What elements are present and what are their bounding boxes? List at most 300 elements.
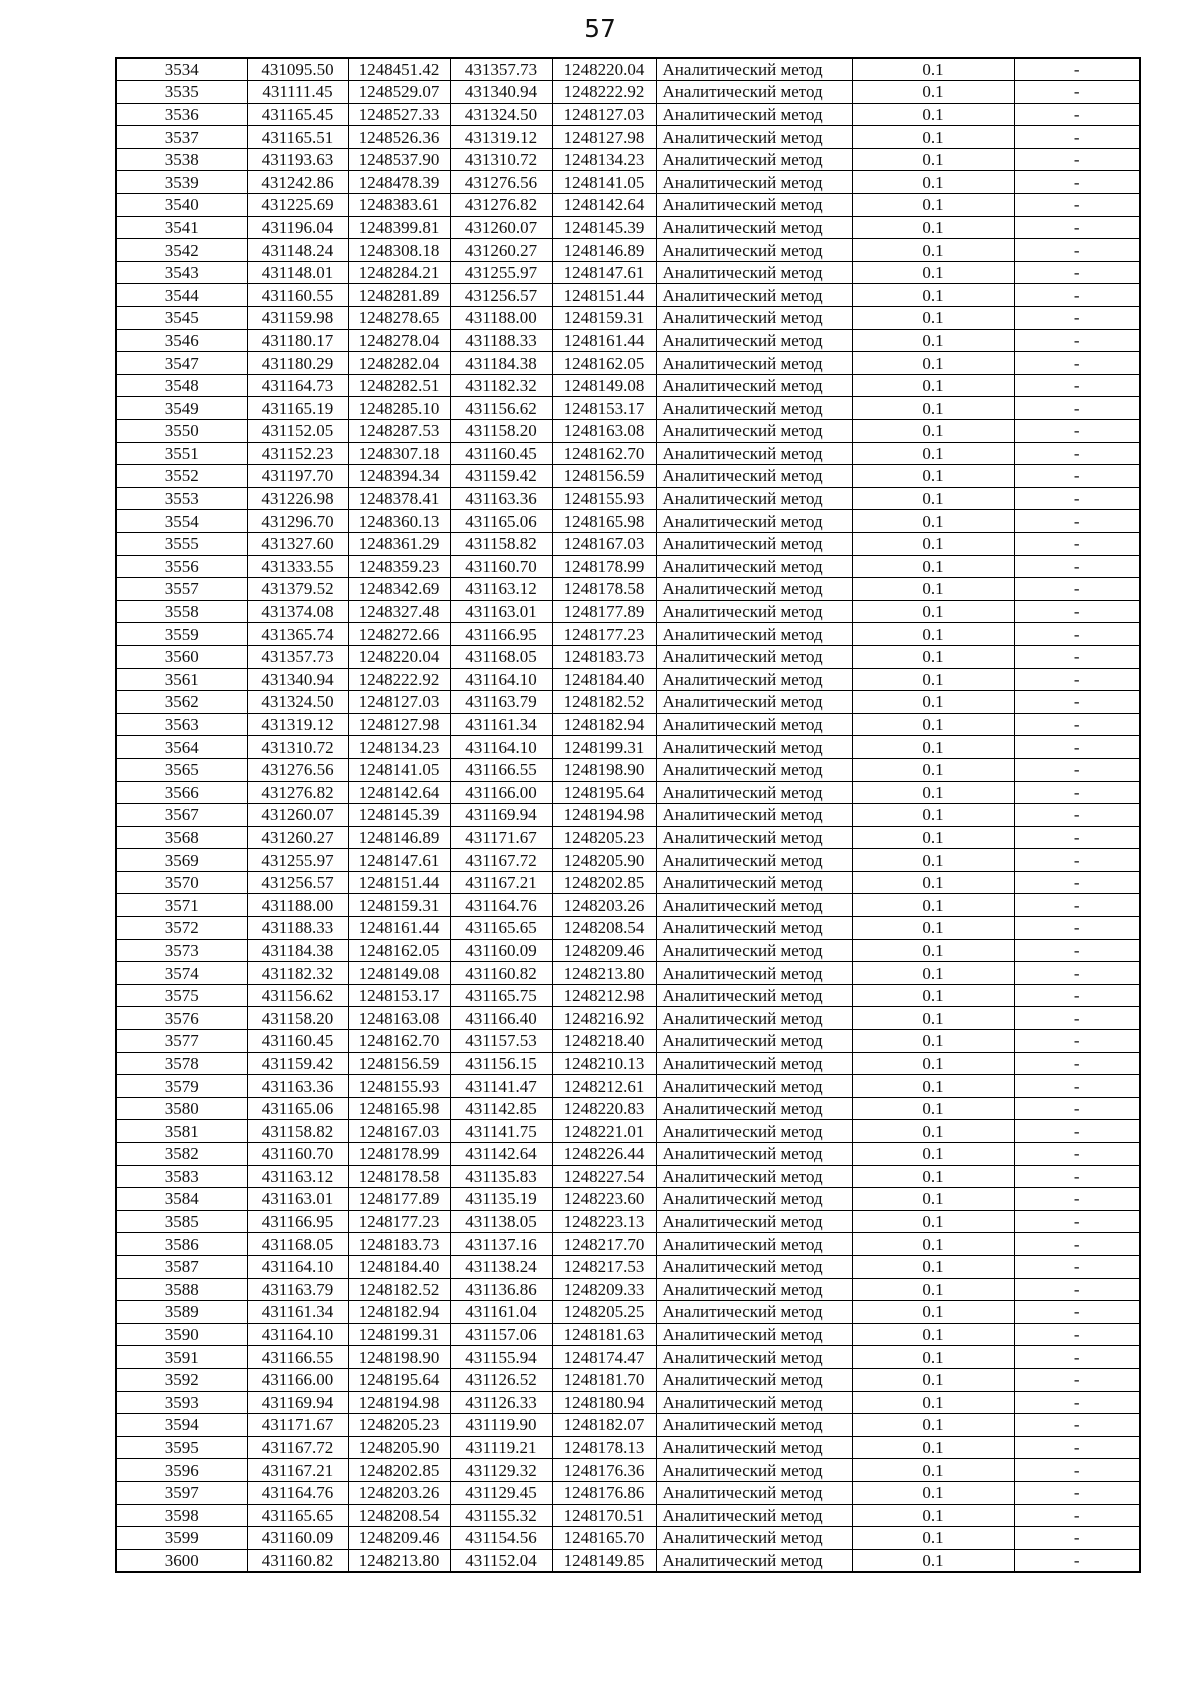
y1-cell: 1248177.89 bbox=[348, 1188, 450, 1211]
note-cell: - bbox=[1014, 804, 1140, 827]
y2-cell: 1248163.08 bbox=[552, 420, 656, 443]
x1-cell: 431260.27 bbox=[247, 826, 348, 849]
note-cell: - bbox=[1014, 194, 1140, 217]
y1-cell: 1248199.31 bbox=[348, 1323, 450, 1346]
x1-cell: 431159.98 bbox=[247, 307, 348, 330]
accuracy-cell: 0.1 bbox=[852, 510, 1014, 533]
x2-cell: 431136.86 bbox=[450, 1278, 552, 1301]
note-cell: - bbox=[1014, 1097, 1140, 1120]
accuracy-cell: 0.1 bbox=[852, 81, 1014, 104]
table-row bbox=[116, 1052, 1140, 1075]
method-cell: Аналитический метод bbox=[656, 420, 852, 443]
y1-cell: 1248163.08 bbox=[348, 1007, 450, 1030]
y1-cell: 1248282.51 bbox=[348, 374, 450, 397]
accuracy-cell: 0.1 bbox=[852, 1414, 1014, 1437]
point-number-cell: 3583 bbox=[116, 1165, 247, 1188]
x2-cell: 431155.32 bbox=[450, 1504, 552, 1527]
accuracy-cell: 0.1 bbox=[852, 871, 1014, 894]
y2-cell: 1248170.51 bbox=[552, 1504, 656, 1527]
method-cell: Аналитический метод bbox=[656, 758, 852, 781]
x2-cell: 431160.82 bbox=[450, 962, 552, 985]
point-number-cell: 3535 bbox=[116, 81, 247, 104]
method-cell: Аналитический метод bbox=[656, 1210, 852, 1233]
method-cell: Аналитический метод bbox=[656, 329, 852, 352]
x1-cell: 431255.97 bbox=[247, 849, 348, 872]
x2-cell: 431166.00 bbox=[450, 781, 552, 804]
y2-cell: 1248162.05 bbox=[552, 352, 656, 375]
y2-cell: 1248205.23 bbox=[552, 826, 656, 849]
note-cell: - bbox=[1014, 487, 1140, 510]
x1-cell: 431163.01 bbox=[247, 1188, 348, 1211]
y2-cell: 1248177.89 bbox=[552, 600, 656, 623]
point-number-cell: 3598 bbox=[116, 1504, 247, 1527]
accuracy-cell: 0.1 bbox=[852, 284, 1014, 307]
y1-cell: 1248149.08 bbox=[348, 962, 450, 985]
y1-cell: 1248278.65 bbox=[348, 307, 450, 330]
x2-cell: 431260.07 bbox=[450, 216, 552, 239]
y1-cell: 1248202.85 bbox=[348, 1459, 450, 1482]
note-cell: - bbox=[1014, 352, 1140, 375]
accuracy-cell: 0.1 bbox=[852, 1368, 1014, 1391]
x1-cell: 431310.72 bbox=[247, 736, 348, 759]
point-number-cell: 3558 bbox=[116, 600, 247, 623]
y2-cell: 1248198.90 bbox=[552, 758, 656, 781]
accuracy-cell: 0.1 bbox=[852, 917, 1014, 940]
table-row bbox=[116, 1301, 1140, 1324]
method-cell: Аналитический метод bbox=[656, 1368, 852, 1391]
accuracy-cell: 0.1 bbox=[852, 984, 1014, 1007]
note-cell: - bbox=[1014, 555, 1140, 578]
x1-cell: 431193.63 bbox=[247, 148, 348, 171]
y1-cell: 1248342.69 bbox=[348, 578, 450, 601]
y2-cell: 1248199.31 bbox=[552, 736, 656, 759]
x1-cell: 431165.65 bbox=[247, 1504, 348, 1527]
x2-cell: 431255.97 bbox=[450, 261, 552, 284]
y2-cell: 1248223.13 bbox=[552, 1210, 656, 1233]
y1-cell: 1248195.64 bbox=[348, 1368, 450, 1391]
accuracy-cell: 0.1 bbox=[852, 216, 1014, 239]
y1-cell: 1248220.04 bbox=[348, 645, 450, 668]
y1-cell: 1248177.23 bbox=[348, 1210, 450, 1233]
x1-cell: 431365.74 bbox=[247, 623, 348, 646]
method-cell: Аналитический метод bbox=[656, 510, 852, 533]
table-row bbox=[116, 1391, 1140, 1414]
accuracy-cell: 0.1 bbox=[852, 668, 1014, 691]
point-number-cell: 3579 bbox=[116, 1075, 247, 1098]
x2-cell: 431157.53 bbox=[450, 1030, 552, 1053]
table-row bbox=[116, 1030, 1140, 1053]
method-cell: Аналитический метод bbox=[656, 713, 852, 736]
table-row bbox=[116, 1549, 1140, 1572]
note-cell: - bbox=[1014, 81, 1140, 104]
note-cell: - bbox=[1014, 126, 1140, 149]
y1-cell: 1248156.59 bbox=[348, 1052, 450, 1075]
method-cell: Аналитический метод bbox=[656, 668, 852, 691]
note-cell: - bbox=[1014, 103, 1140, 126]
x2-cell: 431142.85 bbox=[450, 1097, 552, 1120]
y1-cell: 1248205.23 bbox=[348, 1414, 450, 1437]
accuracy-cell: 0.1 bbox=[852, 442, 1014, 465]
x1-cell: 431163.79 bbox=[247, 1278, 348, 1301]
y1-cell: 1248208.54 bbox=[348, 1504, 450, 1527]
x2-cell: 431165.75 bbox=[450, 984, 552, 1007]
note-cell: - bbox=[1014, 1120, 1140, 1143]
y2-cell: 1248183.73 bbox=[552, 645, 656, 668]
x2-cell: 431165.65 bbox=[450, 917, 552, 940]
x2-cell: 431155.94 bbox=[450, 1346, 552, 1369]
point-number-cell: 3561 bbox=[116, 668, 247, 691]
x2-cell: 431167.72 bbox=[450, 849, 552, 872]
y2-cell: 1248194.98 bbox=[552, 804, 656, 827]
x2-cell: 431188.00 bbox=[450, 307, 552, 330]
note-cell: - bbox=[1014, 442, 1140, 465]
note-cell: - bbox=[1014, 261, 1140, 284]
table-row bbox=[116, 781, 1140, 804]
method-cell: Аналитический метод bbox=[656, 1255, 852, 1278]
x1-cell: 431188.33 bbox=[247, 917, 348, 940]
x1-cell: 431160.45 bbox=[247, 1030, 348, 1053]
table-row bbox=[116, 239, 1140, 262]
x2-cell: 431164.10 bbox=[450, 736, 552, 759]
x1-cell: 431165.06 bbox=[247, 1097, 348, 1120]
accuracy-cell: 0.1 bbox=[852, 352, 1014, 375]
method-cell: Аналитический метод bbox=[656, 600, 852, 623]
note-cell: - bbox=[1014, 758, 1140, 781]
x2-cell: 431164.76 bbox=[450, 894, 552, 917]
note-cell: - bbox=[1014, 1481, 1140, 1504]
accuracy-cell: 0.1 bbox=[852, 826, 1014, 849]
y2-cell: 1248227.54 bbox=[552, 1165, 656, 1188]
accuracy-cell: 0.1 bbox=[852, 171, 1014, 194]
point-number-cell: 3593 bbox=[116, 1391, 247, 1414]
x1-cell: 431148.01 bbox=[247, 261, 348, 284]
y2-cell: 1248159.31 bbox=[552, 307, 656, 330]
y1-cell: 1248281.89 bbox=[348, 284, 450, 307]
point-number-cell: 3554 bbox=[116, 510, 247, 533]
note-cell: - bbox=[1014, 871, 1140, 894]
y1-cell: 1248146.89 bbox=[348, 826, 450, 849]
x1-cell: 431164.76 bbox=[247, 1481, 348, 1504]
method-cell: Аналитический метод bbox=[656, 1549, 852, 1572]
x1-cell: 431165.45 bbox=[247, 103, 348, 126]
table-row bbox=[116, 1414, 1140, 1437]
table-row bbox=[116, 555, 1140, 578]
x2-cell: 431163.36 bbox=[450, 487, 552, 510]
method-cell: Аналитический метод bbox=[656, 1391, 852, 1414]
note-cell: - bbox=[1014, 736, 1140, 759]
note-cell: - bbox=[1014, 645, 1140, 668]
y2-cell: 1248212.98 bbox=[552, 984, 656, 1007]
accuracy-cell: 0.1 bbox=[852, 397, 1014, 420]
accuracy-cell: 0.1 bbox=[852, 1504, 1014, 1527]
note-cell: - bbox=[1014, 1278, 1140, 1301]
table-row bbox=[116, 1097, 1140, 1120]
note-cell: - bbox=[1014, 1323, 1140, 1346]
y1-cell: 1248134.23 bbox=[348, 736, 450, 759]
y1-cell: 1248203.26 bbox=[348, 1481, 450, 1504]
x1-cell: 431166.55 bbox=[247, 1346, 348, 1369]
y2-cell: 1248184.40 bbox=[552, 668, 656, 691]
method-cell: Аналитический метод bbox=[656, 1504, 852, 1527]
y2-cell: 1248223.60 bbox=[552, 1188, 656, 1211]
point-number-cell: 3572 bbox=[116, 917, 247, 940]
note-cell: - bbox=[1014, 1007, 1140, 1030]
method-cell: Аналитический метод bbox=[656, 1301, 852, 1324]
point-number-cell: 3545 bbox=[116, 307, 247, 330]
table-row bbox=[116, 1143, 1140, 1166]
table-row bbox=[116, 736, 1140, 759]
page-number: 57 bbox=[584, 14, 616, 43]
x1-cell: 431226.98 bbox=[247, 487, 348, 510]
note-cell: - bbox=[1014, 329, 1140, 352]
y1-cell: 1248198.90 bbox=[348, 1346, 450, 1369]
y1-cell: 1248167.03 bbox=[348, 1120, 450, 1143]
y1-cell: 1248151.44 bbox=[348, 871, 450, 894]
method-cell: Аналитический метод bbox=[656, 307, 852, 330]
method-cell: Аналитический метод bbox=[656, 691, 852, 714]
x2-cell: 431340.94 bbox=[450, 81, 552, 104]
y2-cell: 1248213.80 bbox=[552, 962, 656, 985]
method-cell: Аналитический метод bbox=[656, 1459, 852, 1482]
method-cell: Аналитический метод bbox=[656, 103, 852, 126]
y1-cell: 1248183.73 bbox=[348, 1233, 450, 1256]
y1-cell: 1248399.81 bbox=[348, 216, 450, 239]
y2-cell: 1248216.92 bbox=[552, 1007, 656, 1030]
x1-cell: 431160.70 bbox=[247, 1143, 348, 1166]
y2-cell: 1248180.94 bbox=[552, 1391, 656, 1414]
x1-cell: 431374.08 bbox=[247, 600, 348, 623]
x1-cell: 431161.34 bbox=[247, 1301, 348, 1324]
point-number-cell: 3566 bbox=[116, 781, 247, 804]
x2-cell: 431166.55 bbox=[450, 758, 552, 781]
y2-cell: 1248162.70 bbox=[552, 442, 656, 465]
y1-cell: 1248272.66 bbox=[348, 623, 450, 646]
point-number-cell: 3543 bbox=[116, 261, 247, 284]
point-number-cell: 3542 bbox=[116, 239, 247, 262]
method-cell: Аналитический метод bbox=[656, 1052, 852, 1075]
x2-cell: 431158.82 bbox=[450, 532, 552, 555]
method-cell: Аналитический метод bbox=[656, 261, 852, 284]
x1-cell: 431340.94 bbox=[247, 668, 348, 691]
method-cell: Аналитический метод bbox=[656, 939, 852, 962]
x2-cell: 431256.57 bbox=[450, 284, 552, 307]
note-cell: - bbox=[1014, 1549, 1140, 1572]
point-number-cell: 3547 bbox=[116, 352, 247, 375]
method-cell: Аналитический метод bbox=[656, 1097, 852, 1120]
y1-cell: 1248307.18 bbox=[348, 442, 450, 465]
point-number-cell: 3562 bbox=[116, 691, 247, 714]
y2-cell: 1248167.03 bbox=[552, 532, 656, 555]
point-number-cell: 3555 bbox=[116, 532, 247, 555]
method-cell: Аналитический метод bbox=[656, 578, 852, 601]
accuracy-cell: 0.1 bbox=[852, 126, 1014, 149]
method-cell: Аналитический метод bbox=[656, 1120, 852, 1143]
point-number-cell: 3600 bbox=[116, 1549, 247, 1572]
point-number-cell: 3568 bbox=[116, 826, 247, 849]
method-cell: Аналитический метод bbox=[656, 1414, 852, 1437]
table-row bbox=[116, 103, 1140, 126]
table-row bbox=[116, 1527, 1140, 1550]
x2-cell: 431164.10 bbox=[450, 668, 552, 691]
y2-cell: 1248178.99 bbox=[552, 555, 656, 578]
method-cell: Аналитический метод bbox=[656, 239, 852, 262]
x2-cell: 431135.19 bbox=[450, 1188, 552, 1211]
method-cell: Аналитический метод bbox=[656, 1165, 852, 1188]
note-cell: - bbox=[1014, 623, 1140, 646]
method-cell: Аналитический метод bbox=[656, 216, 852, 239]
x2-cell: 431156.15 bbox=[450, 1052, 552, 1075]
y2-cell: 1248182.07 bbox=[552, 1414, 656, 1437]
note-cell: - bbox=[1014, 532, 1140, 555]
note-cell: - bbox=[1014, 397, 1140, 420]
method-cell: Аналитический метод bbox=[656, 442, 852, 465]
y1-cell: 1248478.39 bbox=[348, 171, 450, 194]
note-cell: - bbox=[1014, 510, 1140, 533]
y1-cell: 1248155.93 bbox=[348, 1075, 450, 1098]
accuracy-cell: 0.1 bbox=[852, 962, 1014, 985]
point-number-cell: 3580 bbox=[116, 1097, 247, 1120]
x1-cell: 431165.51 bbox=[247, 126, 348, 149]
point-number-cell: 3587 bbox=[116, 1255, 247, 1278]
method-cell: Аналитический метод bbox=[656, 871, 852, 894]
x1-cell: 431163.36 bbox=[247, 1075, 348, 1098]
y2-cell: 1248217.70 bbox=[552, 1233, 656, 1256]
x1-cell: 431159.42 bbox=[247, 1052, 348, 1075]
point-number-cell: 3592 bbox=[116, 1368, 247, 1391]
table-row bbox=[116, 984, 1140, 1007]
x2-cell: 431161.34 bbox=[450, 713, 552, 736]
point-number-cell: 3537 bbox=[116, 126, 247, 149]
accuracy-cell: 0.1 bbox=[852, 1188, 1014, 1211]
y1-cell: 1248451.42 bbox=[348, 58, 450, 81]
table-row bbox=[116, 1210, 1140, 1233]
y1-cell: 1248159.31 bbox=[348, 894, 450, 917]
table-row bbox=[116, 126, 1140, 149]
point-number-cell: 3534 bbox=[116, 58, 247, 81]
accuracy-cell: 0.1 bbox=[852, 1549, 1014, 1572]
y2-cell: 1248205.25 bbox=[552, 1301, 656, 1324]
x1-cell: 431319.12 bbox=[247, 713, 348, 736]
point-number-cell: 3575 bbox=[116, 984, 247, 1007]
accuracy-cell: 0.1 bbox=[852, 555, 1014, 578]
x1-cell: 431197.70 bbox=[247, 465, 348, 488]
x2-cell: 431158.20 bbox=[450, 420, 552, 443]
point-number-cell: 3588 bbox=[116, 1278, 247, 1301]
accuracy-cell: 0.1 bbox=[852, 1233, 1014, 1256]
table-row bbox=[116, 194, 1140, 217]
x1-cell: 431324.50 bbox=[247, 691, 348, 714]
accuracy-cell: 0.1 bbox=[852, 261, 1014, 284]
y2-cell: 1248182.52 bbox=[552, 691, 656, 714]
y2-cell: 1248161.44 bbox=[552, 329, 656, 352]
x1-cell: 431111.45 bbox=[247, 81, 348, 104]
table-row bbox=[116, 1188, 1140, 1211]
point-number-cell: 3576 bbox=[116, 1007, 247, 1030]
method-cell: Аналитический метод bbox=[656, 984, 852, 1007]
note-cell: - bbox=[1014, 1504, 1140, 1527]
point-number-cell: 3553 bbox=[116, 487, 247, 510]
x2-cell: 431188.33 bbox=[450, 329, 552, 352]
x2-cell: 431129.32 bbox=[450, 1459, 552, 1482]
y1-cell: 1248147.61 bbox=[348, 849, 450, 872]
method-cell: Аналитический метод bbox=[656, 826, 852, 849]
note-cell: - bbox=[1014, 58, 1140, 81]
note-cell: - bbox=[1014, 148, 1140, 171]
point-number-cell: 3578 bbox=[116, 1052, 247, 1075]
table-row bbox=[116, 465, 1140, 488]
y2-cell: 1248209.46 bbox=[552, 939, 656, 962]
note-cell: - bbox=[1014, 1143, 1140, 1166]
note-cell: - bbox=[1014, 216, 1140, 239]
y2-cell: 1248217.53 bbox=[552, 1255, 656, 1278]
point-number-cell: 3541 bbox=[116, 216, 247, 239]
note-cell: - bbox=[1014, 1188, 1140, 1211]
x2-cell: 431310.72 bbox=[450, 148, 552, 171]
accuracy-cell: 0.1 bbox=[852, 645, 1014, 668]
point-number-cell: 3590 bbox=[116, 1323, 247, 1346]
note-cell: - bbox=[1014, 465, 1140, 488]
accuracy-cell: 0.1 bbox=[852, 849, 1014, 872]
point-number-cell: 3577 bbox=[116, 1030, 247, 1053]
point-number-cell: 3594 bbox=[116, 1414, 247, 1437]
y1-cell: 1248165.98 bbox=[348, 1097, 450, 1120]
method-cell: Аналитический метод bbox=[656, 1075, 852, 1098]
accuracy-cell: 0.1 bbox=[852, 1097, 1014, 1120]
x2-cell: 431126.52 bbox=[450, 1368, 552, 1391]
y1-cell: 1248278.04 bbox=[348, 329, 450, 352]
accuracy-cell: 0.1 bbox=[852, 465, 1014, 488]
x1-cell: 431160.09 bbox=[247, 1527, 348, 1550]
note-cell: - bbox=[1014, 171, 1140, 194]
note-cell: - bbox=[1014, 917, 1140, 940]
method-cell: Аналитический метод bbox=[656, 1030, 852, 1053]
table-row bbox=[116, 758, 1140, 781]
y1-cell: 1248141.05 bbox=[348, 758, 450, 781]
x2-cell: 431171.67 bbox=[450, 826, 552, 849]
y2-cell: 1248141.05 bbox=[552, 171, 656, 194]
point-number-cell: 3589 bbox=[116, 1301, 247, 1324]
x1-cell: 431158.20 bbox=[247, 1007, 348, 1030]
table-row bbox=[116, 510, 1140, 533]
x1-cell: 431333.55 bbox=[247, 555, 348, 578]
y1-cell: 1248529.07 bbox=[348, 81, 450, 104]
y2-cell: 1248142.64 bbox=[552, 194, 656, 217]
accuracy-cell: 0.1 bbox=[852, 1143, 1014, 1166]
y2-cell: 1248178.13 bbox=[552, 1436, 656, 1459]
y1-cell: 1248383.61 bbox=[348, 194, 450, 217]
point-number-cell: 3565 bbox=[116, 758, 247, 781]
table-row bbox=[116, 1459, 1140, 1482]
table-row bbox=[116, 284, 1140, 307]
note-cell: - bbox=[1014, 420, 1140, 443]
x2-cell: 431184.38 bbox=[450, 352, 552, 375]
y2-cell: 1248181.63 bbox=[552, 1323, 656, 1346]
table-row bbox=[116, 578, 1140, 601]
table-row bbox=[116, 1323, 1140, 1346]
y2-cell: 1248220.04 bbox=[552, 58, 656, 81]
y1-cell: 1248213.80 bbox=[348, 1549, 450, 1572]
x2-cell: 431160.09 bbox=[450, 939, 552, 962]
note-cell: - bbox=[1014, 239, 1140, 262]
table-row bbox=[116, 1165, 1140, 1188]
accuracy-cell: 0.1 bbox=[852, 623, 1014, 646]
x1-cell: 431242.86 bbox=[247, 171, 348, 194]
x1-cell: 431276.56 bbox=[247, 758, 348, 781]
point-number-cell: 3597 bbox=[116, 1481, 247, 1504]
y1-cell: 1248284.21 bbox=[348, 261, 450, 284]
y1-cell: 1248287.53 bbox=[348, 420, 450, 443]
note-cell: - bbox=[1014, 1075, 1140, 1098]
